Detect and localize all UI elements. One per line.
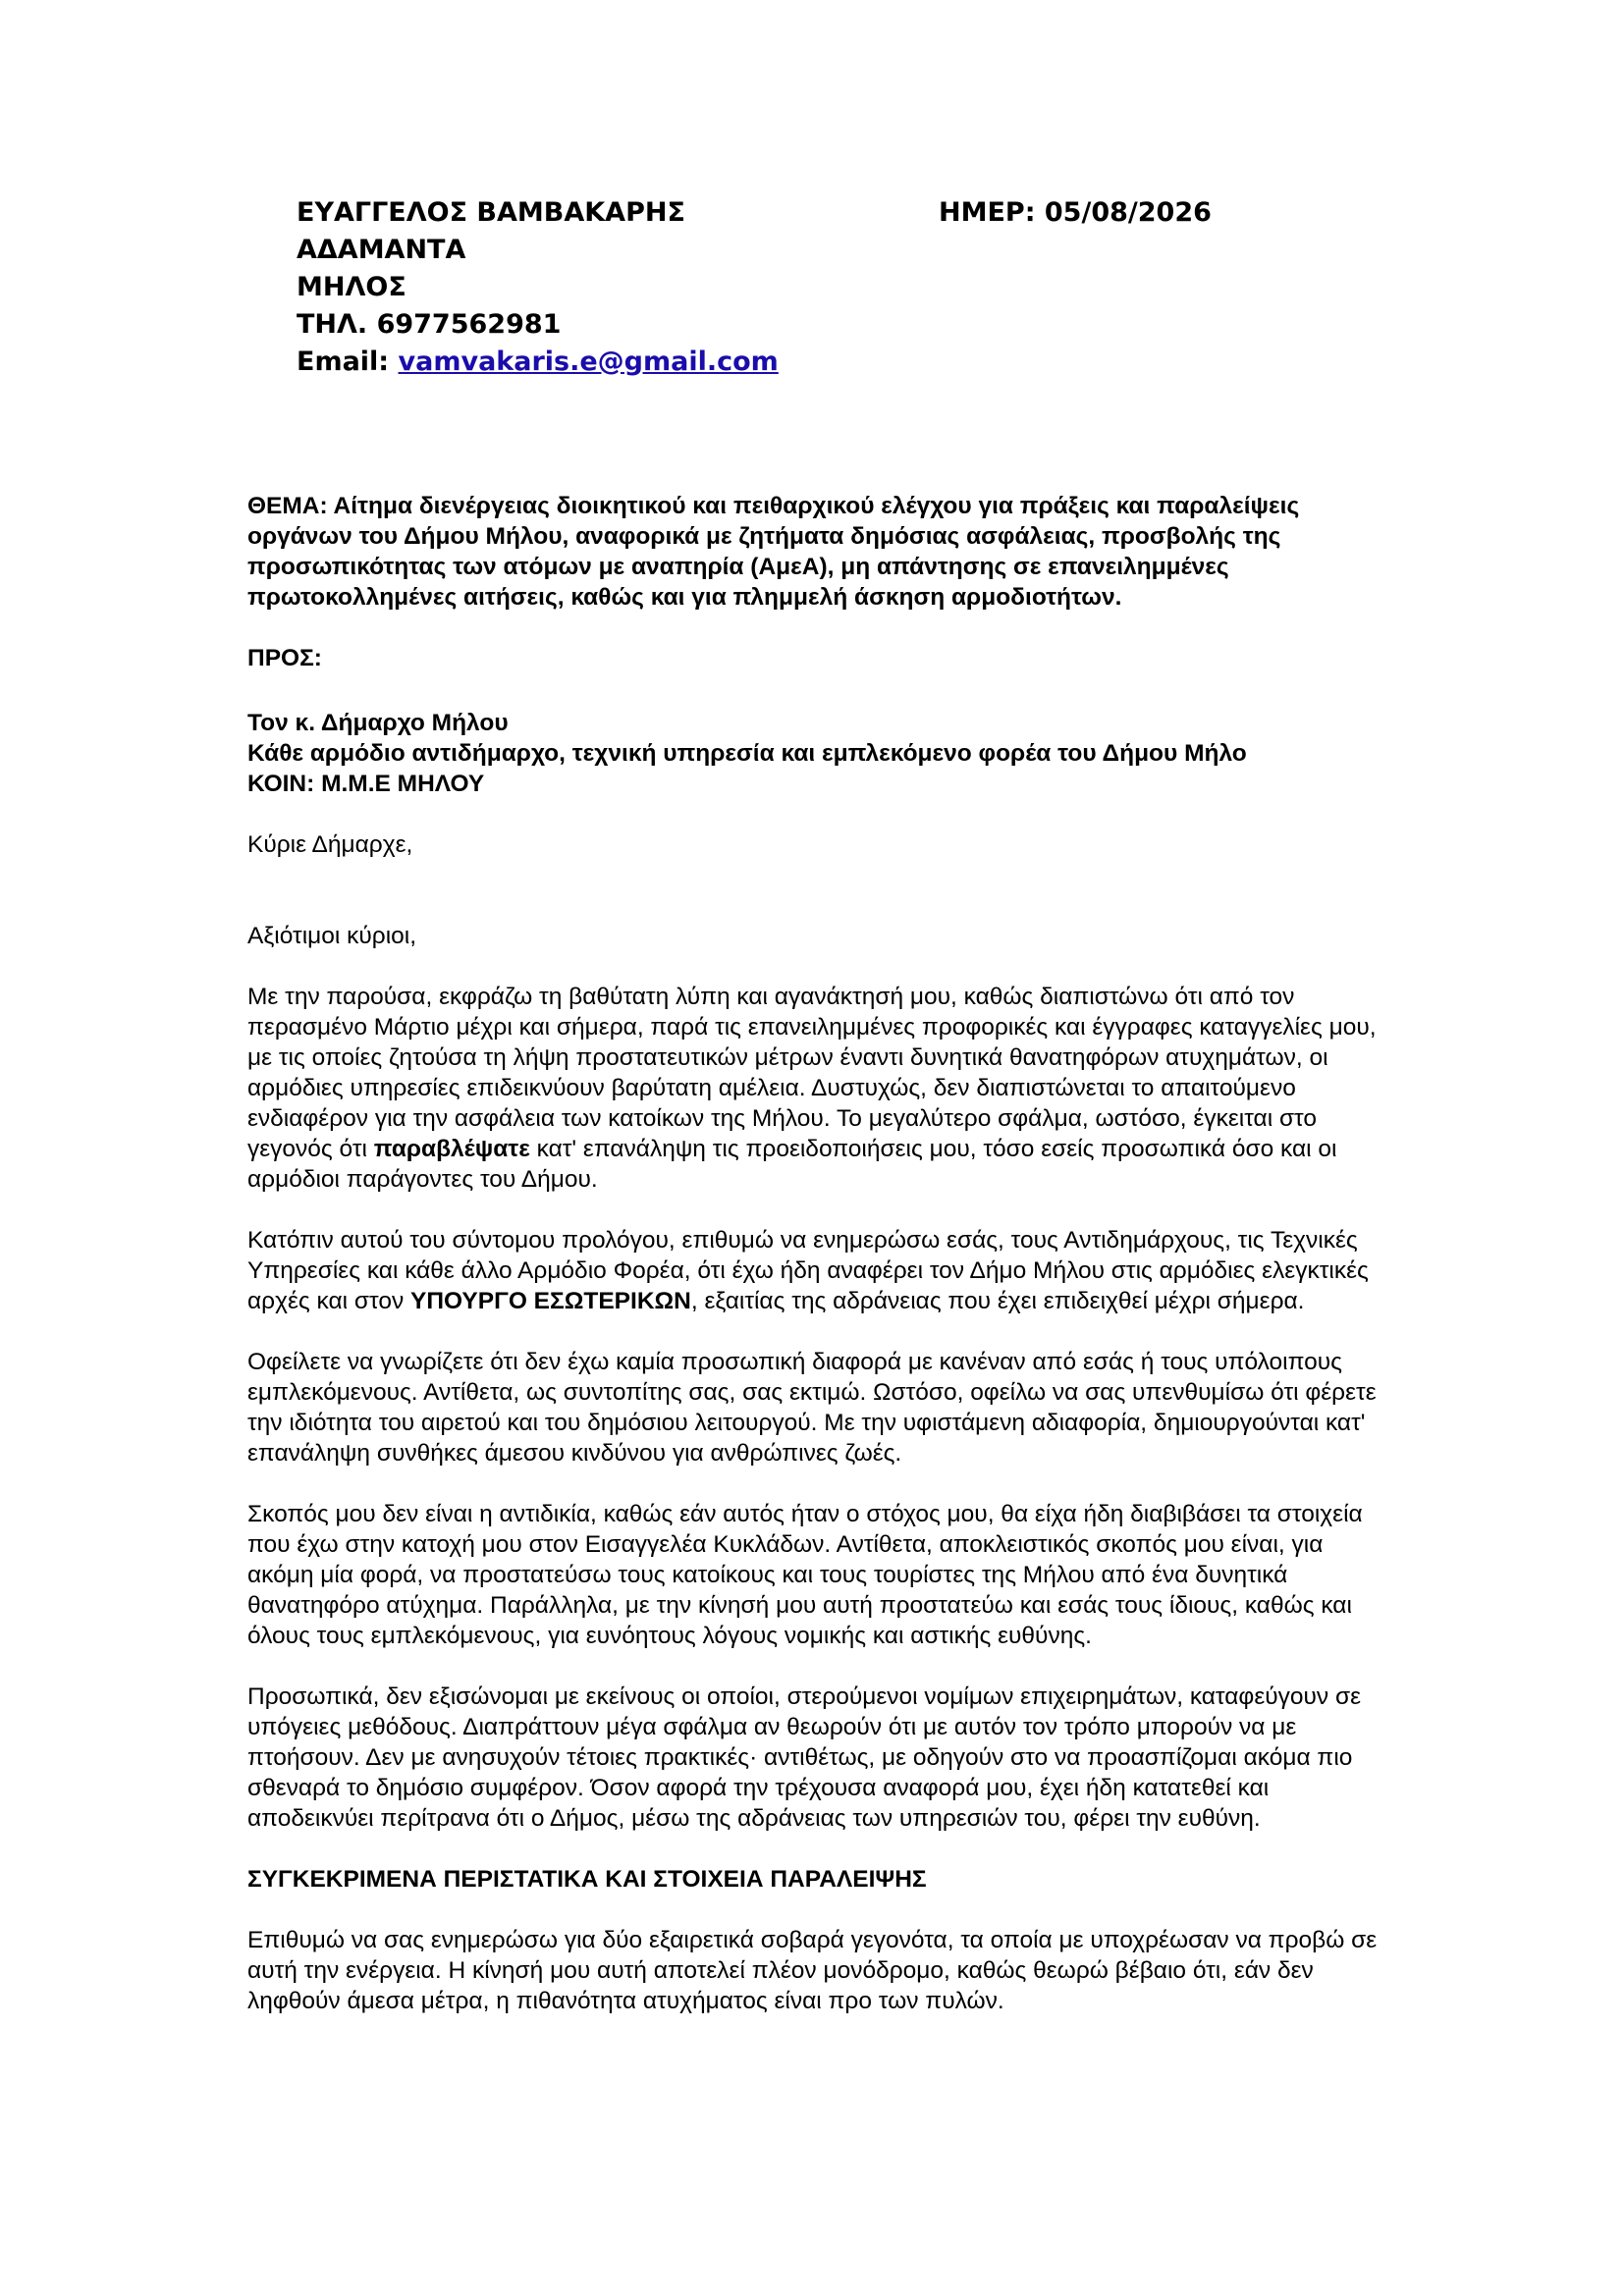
- sender-place: ΑΔΑΜΑΝΤΑ: [297, 235, 466, 265]
- paragraph-1-text-b: κατ' επανάληψη τις προειδοποιήσεις μου, τόσο εσείς προσωπικά όσο και οι αρμόδιοι παράγοντες του Δήμου.: [247, 1136, 1337, 1193]
- paragraph-2: [247, 1225, 1386, 1316]
- to-label: ΠΡΟΣ:: [247, 645, 322, 671]
- greeting-sirs: Αξιότιμοι κύριοι,: [247, 923, 417, 949]
- paragraph-3: Οφείλετε να γνωρίζετε ότι δεν έχω καμία προσωπική διαφορά με κανέναν από εσάς ή τους υπόλοιπους εμπλεκόμενους. Αντίθετα, ως συντοπίτης σας, σας εκτιμώ. Ωστόσο, οφείλω να σας υπενθυμίσω ότι φέρετε την ιδιότητα του αιρετού και του δημόσιου λειτουργού. Με την υφιστάμενη αδιαφορία, δημιουργούνται κατ' επανάληψη συνθήκες άμεσου κινδύνου για ανθρώπινες ζωές.: [247, 1349, 1377, 1467]
- sender-island: ΜΗΛΟΣ: [297, 272, 406, 302]
- paragraph-2-emphasis: ΥΠΟΥΡΓΟ ΕΣΩΤΕΡΙΚΩΝ: [410, 1288, 691, 1314]
- recipients-block: [247, 708, 1386, 799]
- paragraph-1-emphasis: παραβλέψατε: [373, 1136, 530, 1162]
- recipient-cc: ΚΟΙΝ: Μ.Μ.Ε ΜΗΛΟΥ: [247, 771, 485, 797]
- sender-name: ΕΥΑΓΓΕΛΟΣ ΒΑΜΒΑΚΑΡΗΣ: [297, 197, 685, 228]
- sender-email-line: [297, 344, 779, 381]
- greeting-mayor: Κύριε Δήμαρχε,: [247, 831, 413, 858]
- letter-body: [247, 491, 1386, 2016]
- section-title: ΣΥΓΚΕΚΡΙΜΕΝΑ ΠΕΡΙΣΤΑΤΙΚΑ ΚΑΙ ΣΤΟΙΧΕΙΑ ΠΑΡΑΛΕΙΨΗΣ: [247, 1866, 927, 1893]
- sender-phone: ΤΗΛ. 6977562981: [297, 309, 562, 340]
- sender-block: [297, 194, 779, 381]
- recipient-others: Κάθε αρμόδιο αντιδήμαρχο, τεχνική υπηρεσία και εμπλεκόμενο φορέα του Δήμου Μήλο: [247, 740, 1247, 767]
- paragraph-2-text-b: , εξαιτίας της αδράνειας που έχει επιδειχθεί μέχρι σήμερα.: [690, 1288, 1305, 1314]
- paragraph-5: Προσωπικά, δεν εξισώνομαι με εκείνους οι οποίοι, στερούμενοι νομίμων επιχειρημάτων, καταφεύγουν σε υπόγειες μεθόδους. Διαπράττουν μέγα σφάλμα αν θεωρούν ότι με αυτόν τον τρόπο μπορούν να με πτοήσουν. Δεν με ανησυχούν τέτοιες πρακτικές· αντιθέτως, με οδηγούν στο να προασπίζομαι ακόμα πιο σθεναρά το δημόσιο συμφέρον. Όσον αφορά την τρέχουσα αναφορά μου, έχει ήδη κατατεθεί και αποδεικνύει περίτρανα ότι ο Δήμος, μέσω της αδράνειας των υπηρεσιών του, φέρει την ευθύνη.: [247, 1683, 1362, 1832]
- paragraph-2-text-a: Κατόπιν αυτού του σύντομου προλόγου, επιθυμώ να ενημερώσω εσάς, τους Αντιδημάρχους, τις Τεχνικές Υπηρεσίες και κάθε άλλο Αρμόδιο Φορέα, ότι έχω ήδη αναφέρει τον Δήμο Μήλου στις αρμόδιες ελεγκτικές αρχές και στον: [247, 1227, 1369, 1314]
- email-link[interactable]: vamvakaris.e@gmail.com: [398, 347, 779, 377]
- paragraph-1: [247, 982, 1386, 1195]
- recipient-mayor: Τον κ. Δήμαρχο Μήλου: [247, 710, 509, 736]
- paragraph-6: Επιθυμώ να σας ενημερώσω για δύο εξαιρετικά σοβαρά γεγονότα, τα οποία με υποχρέωσαν να προβώ σε αυτή την ενέργεια. Η κίνησή μου αυτή αποτελεί πλέον μονόδρομο, καθώς θεωρώ βέβαιο ότι, εάν δεν ληφθούν άμεσα μέτρα, η πιθανότητα ατυχήματος είναι προ των πυλών.: [247, 1927, 1378, 2014]
- paragraph-4: Σκοπός μου δεν είναι η αντιδικία, καθώς εάν αυτός ήταν ο στόχος μου, θα είχα ήδη διαβιβάσει τα στοιχεία που έχω στην κατοχή μου στον Εισαγγελέα Κυκλάδων. Αντίθετα, αποκλειστικός σκοπός μου είναι, για ακόμη μία φορά, να προστατεύσω τους κατοίκους και τους τουρίστες της Μήλου από ένα δυνητικά θανατηφόρο ατύχημα. Παράλληλα, με την κίνησή μου αυτή προστατεύω και εσάς τους ίδιους, καθώς και όλους τους εμπλεκόμενους, για ευνόητους λόγους νομικής και αστικής ευθύνης.: [247, 1501, 1363, 1649]
- document-date: ΗΜΕΡ: 05/08/2026: [939, 197, 1212, 228]
- subject-paragraph: ΘΕΜΑ: Αίτημα διενέργειας διοικητικού και πειθαρχικού ελέγχου για πράξεις και παραλείψεις οργάνων του Δήμου Μήλου, αναφορικά με ζητήματα δημόσιας ασφάλειας, προσβολής της προσωπικότητας των ατόμων με αναπηρία (ΑμεΑ), μη απάντησης σε επανειλημμένες πρωτοκολλημένες αιτήσεις, καθώς και για πλημμελή άσκηση αρμοδιοτήτων.: [247, 493, 1300, 611]
- email-label: Email:: [297, 347, 399, 377]
- paragraph-1-text-a: Με την παρούσα, εκφράζω τη βαθύτατη λύπη και αγανάκτησή μου, καθώς διαπιστώνω ότι από τον περασμένο Μάρτιο μέχρι και σήμερα, παρά τις επανειλημμένες προφορικές και έγγραφες καταγγελίες μου, με τις οποίες ζητούσα τη λήψη προστατευτικών μέτρων έναντι δυνητικά θανατηφόρων ατυχημάτων, οι αρμόδιες υπηρεσίες επιδεικνύουν βαρύτατη αμέλεια. Δυστυχώς, δεν διαπιστώνεται το απαιτούμενο ενδιαφέρον για την ασφάλεια των κατοίκων της Μήλου. Το μεγαλύτερο σφάλμα, ωστόσο, έγκειται στο γεγονός ότι: [247, 984, 1377, 1162]
